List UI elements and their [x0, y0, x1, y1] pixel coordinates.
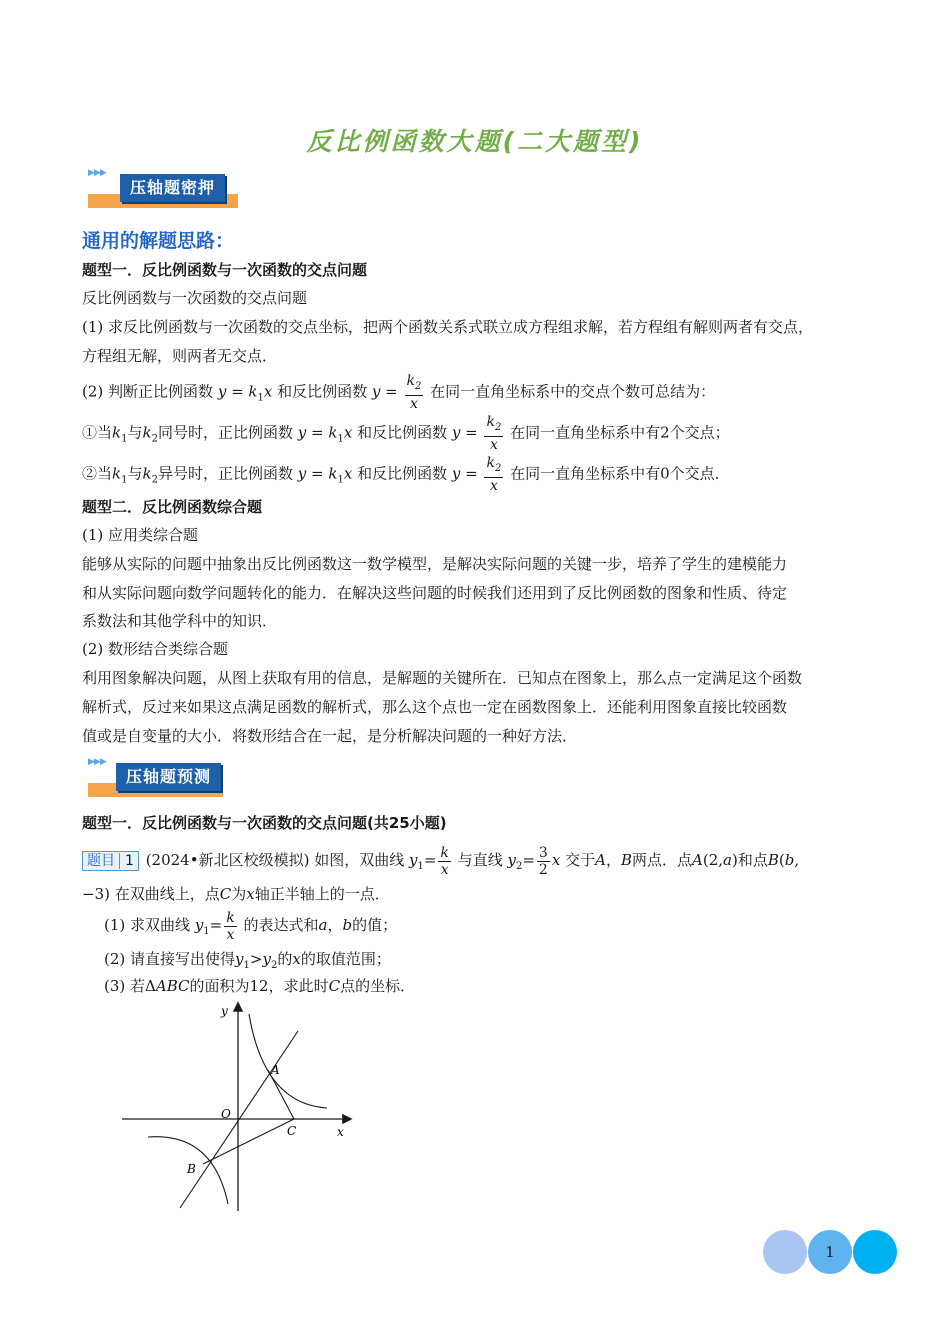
type1-case2: ②当$k_1$与$k_2$异号时，正比例函数 $y = k_1x$ 和反比例函数 y = $\frac{k_2}{x}$ 在同一直角坐标系中有0个交点．	[82, 455, 730, 494]
label-c: C	[287, 1124, 297, 1138]
question-3: (3) 若ΔABC的面积为12，求此时C点的坐标．	[104, 977, 416, 995]
type2-b3: 值或是自变量的大小．将数形结合在一起，是分析解决问题的一种好方法．	[82, 727, 578, 745]
problem-section: 题型一．反比例函数与一次函数的交点问题(共25小题)	[82, 814, 447, 832]
label-y: y	[221, 1004, 228, 1018]
type2-a: (1) 应用类综合题	[82, 526, 199, 544]
arrow-icon: ▶▶▶	[88, 168, 106, 178]
question-1: (1) 求双曲线 $y_1=$ $\frac{k}{x}$ 的表达式和a，b的值；	[104, 909, 398, 943]
function-graph	[118, 996, 358, 1216]
banner-label: 压轴题预测	[116, 763, 221, 791]
type1-p1b: 方程组无解，则两者无交点．	[82, 347, 278, 365]
type2-b1: 利用图象解决问题，从图上获取有用的信息，是解题的关键所在．已知点在图象上，那么点一定满足这个函数	[82, 669, 803, 687]
type1-p2: (2) 判断正比例函数 $y = k_1x$ 和反比例函数 y = $\frac{k_2}{x}$ 在同一直角坐标系中的交点个数可总结为：	[82, 373, 716, 412]
arrow-icon: ▶▶▶	[88, 757, 106, 767]
section-heading: 通用的解题思路：	[82, 230, 235, 252]
label-b: B	[187, 1162, 196, 1176]
type1-title: 题型一．反比例函数与一次函数的交点问题	[82, 261, 368, 279]
type2-a2: 和从实际问题向数学问题转化的能力．在解决这些问题的时候我们还用到了反比例函数的图象和性质、待定	[82, 584, 788, 602]
page-decor-left	[763, 1230, 807, 1274]
type1-case1: ①当$k_1$与$k_2$同号时，正比例函数 $y = k_1x$ 和反比例函数 y = $\frac{k_2}{x}$ 在同一直角坐标系中有2个交点；	[82, 414, 730, 453]
segment-bc	[203, 1119, 297, 1164]
type2-a1: 能够从实际的问题中抽象出反比例函数这一数学模型，是解决实际问题的关键一步，培养了学生的建模能力	[82, 555, 788, 573]
banner-label: 压轴题密押	[120, 174, 225, 202]
type2-title: 题型二．反比例函数综合题	[82, 498, 263, 516]
banner-prediction	[88, 757, 233, 797]
problem-line2: −3) 在双曲线上，点C为x轴正半轴上的一点．	[82, 885, 390, 903]
problem-intro: 题目 1 (2024•新北区校级模拟) 如图，双曲线 $y_1=$ $\frac{k}{x}$ 与直线 $y_2=$ $\frac{3}{2}$ x 交于A，B两点．点A(2,a)和点B(b,	[82, 843, 799, 884]
type2-b2: 解析式，反过来如果这点满足函数的解析式，那么这个点也一定在函数图象上．还能利用图象直接比较函数	[82, 698, 788, 716]
page-number: 1	[808, 1230, 852, 1274]
hyperbola-branch-1	[249, 1014, 327, 1108]
question-2: (2) 请直接写出使得$y_1>y_2$的x的取值范围；	[104, 950, 391, 971]
page-decor-right	[853, 1230, 897, 1274]
banner-key-points	[88, 168, 253, 208]
label-x: x	[337, 1125, 344, 1139]
type1-p1a: (1) 求反比例函数与一次函数的交点坐标，把两个函数关系式联立成方程组求解，若方程组有解则两者有交点，	[82, 318, 814, 336]
type2-b: (2) 数形结合类综合题	[82, 640, 229, 658]
page-title: 反比例函数大题(二大题型)	[306, 127, 644, 156]
type2-a3: 系数法和其他学科中的知识．	[82, 612, 278, 630]
label-o: O	[221, 1107, 231, 1121]
problem-tag: 题目 1	[82, 851, 139, 871]
label-a: A	[271, 1063, 280, 1077]
segment-ac	[268, 1070, 294, 1119]
type1-sub: 反比例函数与一次函数的交点问题	[82, 289, 308, 307]
